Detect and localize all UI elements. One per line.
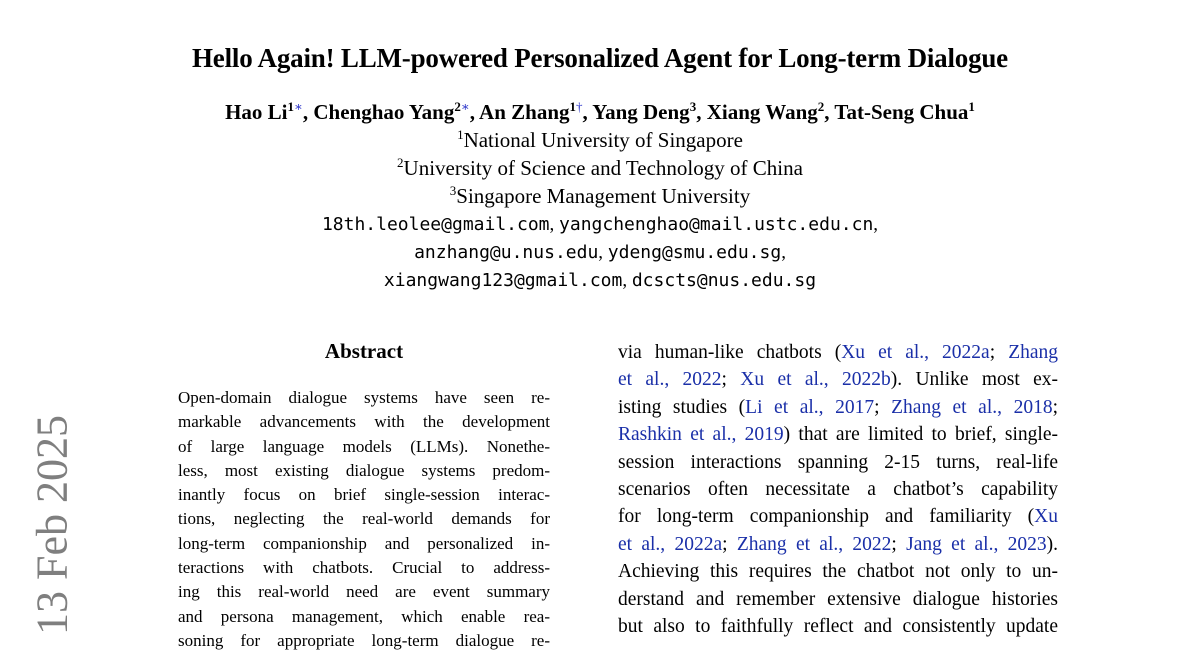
body-line (618, 503, 1058, 530)
body-text: ; (721, 369, 741, 391)
author[interactable]: Hao $Li^{1∗}$, (225, 99, 314, 124)
body-line (618, 476, 1058, 503)
body-text: ; (989, 342, 1009, 363)
abstract-line: less, most existing dialogue systems predom- (178, 460, 550, 480)
equal-contribution-mark[interactable]: ∗ (460, 99, 470, 114)
abstract-body (178, 386, 550, 653)
body-line (618, 394, 1058, 421)
intro-column (618, 339, 1058, 640)
body-text: derstand and remember extensive dialogue histories (618, 588, 1058, 610)
email-link[interactable]: ydeng@smu.edu.sg (607, 242, 782, 263)
citation-link[interactable]: Xu et al., 2022a (841, 342, 990, 363)
body-line (618, 531, 1058, 558)
body-line (618, 586, 1058, 613)
citation-link[interactable]: Jang et al., 2023 (906, 533, 1047, 555)
affiliation: $^1$National University of Singapore (457, 127, 743, 152)
body-line (618, 421, 1058, 448)
body-text: scenarios often necessitate a chatbot’s capability (618, 479, 1058, 501)
abstract-heading: Abstract (324, 339, 404, 363)
abstract-line: tions, neglecting the real-world demands for (178, 509, 550, 529)
body-text: ; (874, 396, 892, 418)
author[interactable]: Yang Deng$^3$, (592, 99, 707, 124)
citation-link[interactable]: et al., 2022 (618, 369, 722, 391)
body-line (618, 613, 1058, 640)
body-line (618, 339, 1058, 366)
corresponding-author-mark[interactable]: † (576, 99, 583, 114)
affiliation: $^2$University of Science and Technology of China (397, 155, 803, 180)
body-text: ; (1052, 396, 1058, 418)
body-line (618, 449, 1058, 476)
email-link[interactable]: yangchenghao@mail.ustc.edu.cn (559, 214, 874, 235)
abstract-line: markable advancements with the development (178, 412, 550, 432)
author[interactable]: An Zhang$^{1\dagger}$, (479, 99, 593, 124)
abstract-line: of large language models (LLMs). Nonethe- (178, 436, 550, 456)
abstract-line: and persona management, which enable rea- (178, 606, 550, 626)
citation-link[interactable]: Rashkin et al., 2019 (618, 424, 784, 446)
citation-link[interactable]: Zhang et al., 2018 (891, 396, 1053, 418)
body-text: ). Unlike most ex- (890, 369, 1058, 391)
body-line (618, 366, 1058, 393)
email-link[interactable]: xiangwang123@gmail.com (383, 270, 623, 291)
author[interactable]: Tat-Seng Chua$^1$ (834, 99, 975, 124)
citation-link[interactable]: Xu et al., 2022b (740, 369, 891, 391)
body-text: ). (1046, 533, 1059, 555)
abstract-line: teractions with chatbots. Crucial to address- (178, 558, 550, 578)
citation-link[interactable]: Li et al., 2017 (745, 396, 875, 418)
body-text: ; (722, 533, 737, 555)
email-link[interactable]: 18th.leolee@gmail.com (321, 214, 550, 235)
body-text: ; (891, 533, 907, 555)
body-text: for long-term companionship and familiarity ( (618, 506, 1035, 528)
body-text: isting studies ( (618, 396, 746, 418)
abstract-line: ing this real-world need are event summary (178, 582, 550, 602)
email-line: xiangwang123@gmail.com, dcscts@nus.edu.sg (383, 270, 817, 291)
citation-link[interactable]: Zhang et al., 2022 (736, 533, 892, 555)
body-text: session interactions spanning 2-15 turns, real-life (618, 451, 1058, 473)
affiliation: $^3$Singapore Management University (449, 183, 751, 208)
email-link[interactable]: anzhang@u.nus.edu (414, 242, 599, 263)
abstract-line: soning for appropriate long-term dialogue re- (178, 630, 550, 650)
body-text: ) that are limited to brief, single- (783, 424, 1058, 446)
body-text: Achieving this requires the chatbot not only to un- (618, 561, 1058, 583)
equal-contribution-mark[interactable]: ∗ (294, 99, 303, 114)
email-link[interactable]: dcscts@nus.edu.sg (631, 270, 817, 291)
arxiv-date-stamp: 13 Feb 2025 (27, 415, 77, 635)
author[interactable]: Chenghao Yang$^{2∗}$, (313, 99, 480, 124)
email-line: anzhang@u.nus.edu, ydeng@smu.edu.sg, (414, 242, 786, 263)
abstract-line: inantly focus on brief single-session interac- (178, 485, 550, 505)
author-list (0, 98, 1200, 126)
author[interactable]: Xiang Wang$^2$, (706, 99, 835, 124)
body-text: via human-like chatbots ( (618, 342, 842, 363)
body-text: but also to faithfully reflect and consistently update (618, 616, 1058, 638)
citation-link[interactable]: et al., 2022a (618, 533, 723, 555)
citation-link[interactable]: Xu (1034, 506, 1058, 528)
abstract-line: long-term companionship and personalized in- (178, 533, 550, 553)
body-line (618, 558, 1058, 585)
paper-title: Hello Again! LLM-powered Personalized Agent for Long-term Dialogue (192, 43, 1008, 73)
abstract-line: Open-domain dialogue systems have seen re- (178, 388, 550, 407)
citation-link[interactable]: Zhang (1008, 342, 1059, 363)
email-line: 18th.leolee@gmail.com, yangchenghao@mail.ustc.edu.cn, (321, 214, 879, 235)
